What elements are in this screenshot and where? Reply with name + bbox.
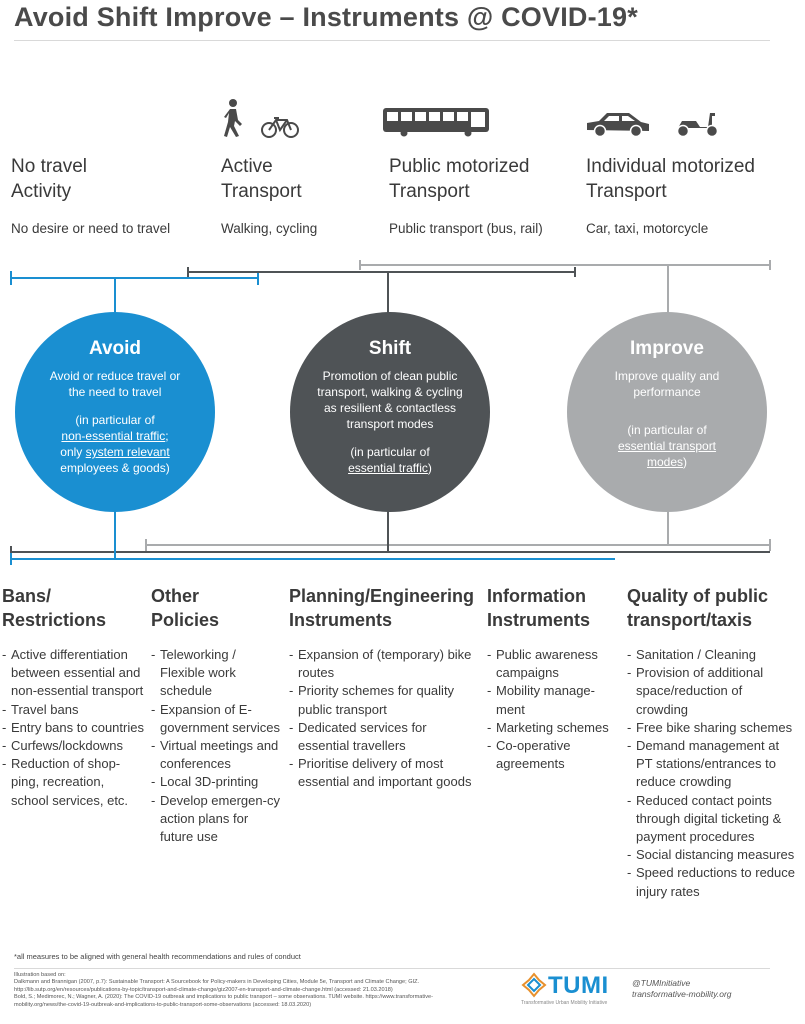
shift-desc: Promotion of clean public transport, walking & cycling as resilient & contactless transport modes [317,369,463,431]
category-public-motorized [389,154,543,236]
improve-circle [567,312,767,512]
list-item: - Priority schemes for quality public transport [289,682,474,718]
improve-note [609,422,725,470]
instrument-title: Other [151,586,200,606]
references-heading: Illustration based on: [14,972,66,978]
shift-note-pre: (in particular of [350,445,430,459]
instrument-quality-public-transport [627,584,797,901]
scooter-icon [674,110,720,138]
car-icon [585,110,651,138]
list-item: - Sanitation / Cleaning [627,646,797,664]
list-item: - Local 3D-printing [151,773,281,791]
instrument-other-policies [151,584,281,846]
instrument-list [289,646,474,792]
shift-note-underlined: essential traffic [348,461,428,475]
bicycle-icon [261,116,299,138]
references [14,972,484,1009]
improve-note-post: ) [683,455,688,469]
tumi-logo-icon [521,972,547,998]
social-handle: @TUMInitiative [632,978,691,988]
instrument-bans-restrictions [2,584,144,810]
category-title: Activity [11,181,72,202]
list-item: - Social distancing measures [627,846,797,864]
instrument-title: Instruments [289,610,393,630]
list-item: - Curfews/lockdowns [2,737,144,755]
instrument-list [2,646,144,810]
avoid-note-underlined-2: system relevant [85,445,170,459]
list-item: - Teleworking / Flexible work schedule [151,646,281,701]
improve-title: Improve [630,338,704,359]
list-item: - Dedicated services for essential travellers [289,719,474,755]
instrument-information [487,584,622,773]
instrument-title: Quality of public [627,586,769,606]
title-divider [14,40,770,41]
list-item: - Speed reductions to reduce injury rates [627,864,797,900]
list-item: - Reduction of shop-ping, recreation, school services, etc. [2,755,144,810]
improve-note-underlined: essential transport modes [617,439,717,469]
avoid-note-only: only [60,445,83,459]
category-title: No travel [11,156,88,177]
instrument-planning-engineering [289,584,474,792]
avoid-note-post: employees & goods) [60,461,170,475]
instrument-title: Planning/Engineering [289,586,475,606]
social-info [632,978,732,1000]
reference-2: Bold, S.; Medimorec, N.; Wagner, A. (2020): The COVID-19 outbreak and implications to public transport – some observations. TUMI website. https://www.transformative-mobility.org/news/the-covid-19-outbreak-and-implications-to-public-transport-some-observations (accessed: 18.03.2020) [14,994,433,1008]
category-desc: No desire or need to travel [11,221,171,236]
instrument-title: Policies [151,610,220,630]
category-desc: Public transport (bus, rail) [389,221,543,236]
list-item: - Expansion of E-government services [151,701,281,737]
category-desc: Car, taxi, motorcycle [586,221,709,236]
list-item: - Provision of additional space/reduction of crowding [627,664,797,719]
list-item: - Travel bans [2,701,144,719]
instrument-list [151,646,281,846]
lower-connectors [0,510,805,570]
tumi-subtitle: Transformative Urban Mobility Initiative [521,1000,608,1006]
bus-icon [382,107,490,137]
category-title: Transport [586,181,667,202]
page-title: Avoid Shift Improve – Instruments @ COVID-19* [14,2,638,32]
instrument-list [487,646,622,773]
category-title: Public motorized [389,156,530,177]
list-item: - Public awareness campaigns [487,646,622,682]
avoid-note-underlined-1: non-essential traffic [61,429,166,443]
reference-1: Dalkmann and Brannigan (2007, p.7): Sustainable Transport: A Sourcebook for Policy-makers in Developing Cities, Module 5e, Transport and Climate Change; GIZ. http://lib.sutp.org/en/resources/publications-by-topic/transport-and-climate-change/giz2007-en-transport-and-climate-change.html (accessed: 21.03.2018) [14,979,420,993]
shift-circle [290,312,490,512]
instrument-title: transport/taxis [627,610,753,630]
list-item: - Mobility manage-ment [487,682,622,718]
avoid-note-pre: (in particular of [75,413,155,427]
category-desc: Walking, cycling [221,221,318,236]
list-item: - Demand management at PT stations/entrances to reduce crowding [627,737,797,792]
list-item: - Prioritise delivery of most essential and important goods [289,755,474,791]
avoid-note-mid: ; [165,429,169,443]
category-individual-motorized [586,154,755,236]
walking-person-icon [220,98,246,138]
instrument-title: Restrictions [2,610,107,630]
list-item: - Entry bans to countries [2,719,144,737]
list-item: - Co-operative agreements [487,737,622,773]
category-title: Active [221,156,273,177]
shift-title: Shift [368,338,412,359]
list-item: - Develop emergen-cy action plans for future use [151,792,281,847]
avoid-note [45,412,185,476]
social-site[interactable]: transformative-mobility.org [632,989,732,999]
list-item: - Marketing schemes [487,719,622,737]
category-no-travel [11,154,170,236]
shift-note-post: ) [427,461,432,475]
category-title: Individual motorized [586,156,755,177]
list-item: - Reduced contact points through digital ticketing & payment procedures [627,792,797,847]
tumi-logo: TUMI [548,972,609,999]
list-item: - Expansion of (temporary) bike routes [289,646,474,682]
instrument-title: Bans/ [2,586,52,606]
instrument-list [627,646,797,901]
footnote: *all measures to be aligned with general health recommendations and rules of conduct [14,952,301,961]
footer-divider [14,968,770,969]
list-item: - Free bike sharing schemes [627,719,797,737]
category-title: Transport [389,181,470,202]
instrument-title: Instruments [487,610,591,630]
category-active-transport [221,154,317,236]
improve-desc: Improve quality and performance [614,369,720,399]
shift-note [320,444,460,476]
list-item: - Active differentiation between essential and non-essential transport [2,646,144,701]
avoid-circle [15,312,215,512]
instrument-title: Information [487,586,586,606]
list-item: - Virtual meetings and conferences [151,737,281,773]
category-title: Transport [221,181,302,202]
improve-note-pre: (in particular of [627,423,707,437]
avoid-title: Avoid [88,338,142,359]
avoid-desc: Avoid or reduce travel or the need to travel [49,369,181,399]
